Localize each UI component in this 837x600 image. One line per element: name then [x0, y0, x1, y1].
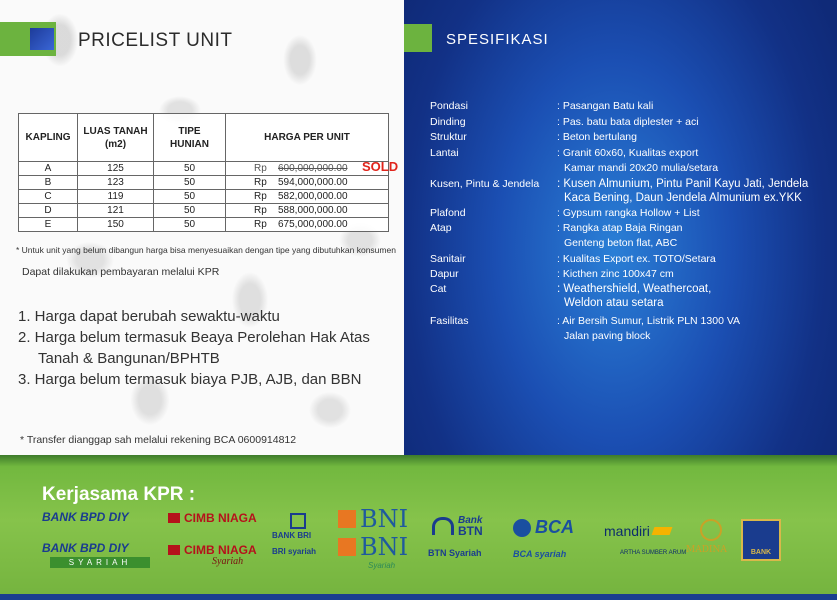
bni-icon	[338, 510, 356, 528]
bpd-syariah-label: BANK BPD DIY	[42, 541, 129, 555]
table-row	[19, 218, 389, 232]
bni-syariah-logo	[338, 533, 408, 561]
bni-logo	[338, 505, 408, 533]
bca-logo	[513, 517, 574, 538]
bca-syariah-logo: BCA syariah	[513, 549, 567, 559]
spec-value: : Beton bertulang	[557, 131, 637, 143]
terms-list	[18, 306, 388, 390]
pricelist-title: PRICELIST UNIT	[78, 30, 233, 51]
bni-syariah-sub: Syariah	[368, 561, 396, 570]
kpr-title: Kerjasama KPR :	[42, 484, 196, 505]
spec-value: : Kualitas Export ex. TOTO/Setara	[557, 253, 716, 265]
btn-icon	[432, 517, 454, 535]
bri-syariah-logo: BRI syariah	[272, 547, 317, 556]
spec-value: : Kicthen zinc 100x47 cm	[557, 268, 674, 280]
spec-value: : Pas. batu bata diplester + aci	[557, 116, 699, 128]
bni-syariah-label: BNI	[360, 533, 409, 561]
cell-luas: 125	[78, 162, 154, 176]
currency-label: Rp	[254, 177, 267, 188]
currency-label: Rp	[254, 219, 267, 230]
spec-value: : Gypsum rangka Hollow + List	[557, 207, 700, 219]
spec-value: Genteng beton flat, ABC	[564, 237, 678, 249]
spec-value: : Pasangan Batu kali	[557, 100, 654, 112]
cell-kapling: D	[19, 204, 78, 218]
cell-tipe: 50	[154, 190, 226, 204]
madina-icon	[700, 519, 722, 541]
spec-value: : Air Bersih Sumur, Listrik PLN 1300 VA	[557, 315, 741, 327]
bni-label: BNI	[360, 505, 409, 533]
btn-logo	[432, 515, 483, 537]
bca-icon	[513, 519, 531, 537]
spesifikasi-panel	[404, 0, 837, 455]
cell-tipe: 50	[154, 204, 226, 218]
cell-harga	[226, 176, 389, 190]
cell-tipe: 50	[154, 218, 226, 232]
mandiri-logo	[604, 523, 671, 539]
spec-label: Plafond	[430, 207, 466, 219]
spec-value: : Rangka atap Baja Ringan	[557, 222, 683, 234]
bpd-diy-label: BANK BPD DIY	[42, 510, 129, 524]
sold-badge: SOLD	[362, 159, 399, 174]
cell-luas: 121	[78, 204, 154, 218]
spec-value: Kaca Bening, Daun Jendela Almunium ex.YKK	[564, 192, 802, 204]
cell-harga	[226, 218, 389, 232]
bri-label: BANK BRI	[272, 531, 312, 540]
table-row	[19, 176, 389, 190]
btn-bank-label: Bank	[458, 515, 483, 526]
kpr-partner-bar	[0, 455, 837, 600]
price-value: 588,000,000.00	[278, 205, 348, 216]
spec-label: Sanitair	[430, 253, 466, 265]
cell-kapling: C	[19, 190, 78, 204]
table-row	[19, 162, 389, 176]
price-footnote: * Untuk unit yang belum dibangun harga bisa menyesuaikan dengan tipe yang dibutuhkan konsumen	[16, 245, 396, 255]
cimb-syariah-label: CIMB NIAGA	[184, 543, 257, 557]
currency-label: Rp	[254, 205, 267, 216]
cell-harga	[226, 204, 389, 218]
spec-label: Kusen, Pintu & Jendela	[430, 178, 540, 190]
spec-value: Weldon atau setara	[564, 297, 664, 309]
spec-label: Fasilitas	[430, 315, 469, 327]
cimb-syariah-logo	[168, 543, 257, 557]
spec-label: Struktur	[430, 131, 467, 143]
title-accent	[0, 22, 56, 56]
bank-last-logo: BANK	[741, 519, 781, 561]
artha-logo: ARTHA SUMBER ARUM	[620, 550, 687, 556]
table-row	[19, 204, 389, 218]
bni-icon	[338, 538, 356, 556]
cell-luas: 119	[78, 190, 154, 204]
col-harga: HARGA PER UNIT	[226, 114, 389, 162]
spec-value: : Granit 60x60, Kualitas export	[557, 147, 699, 159]
btn-label: BTN	[458, 524, 483, 538]
spec-value: : Kusen Almunium, Pintu Panil Kayu Jati, Jendela	[557, 178, 809, 190]
cell-tipe: 50	[154, 176, 226, 190]
price-table	[18, 113, 399, 232]
spec-label: Dinding	[430, 116, 466, 128]
col-kapling: KAPLING	[19, 114, 78, 162]
bpd-syariah-logo	[42, 541, 129, 555]
transfer-note: * Transfer dianggap sah melalui rekening BCA 0600914812	[20, 434, 297, 446]
currency-label: Rp	[254, 191, 267, 202]
currency-label: Rp	[254, 163, 267, 174]
cell-luas: 150	[78, 218, 154, 232]
spec-value: Kamar mandi 20x20 mulia/setara	[564, 162, 719, 174]
title-accent	[404, 24, 432, 52]
cell-luas: 123	[78, 176, 154, 190]
spec-label: Lantai	[430, 147, 459, 159]
spesifikasi-title: SPESIFIKASI	[446, 31, 549, 48]
mandiri-label: mandiri	[604, 523, 650, 539]
btn-syariah-logo: BTN Syariah	[428, 548, 482, 558]
cell-kapling: E	[19, 218, 78, 232]
cimb-syariah-sub: Syariah	[212, 556, 244, 567]
spec-label: Dapur	[430, 268, 459, 280]
price-value: 600,000,000.00	[278, 163, 348, 174]
cimb-icon	[168, 513, 180, 523]
kpr-note: Dapat dilakukan pembayaran melalui KPR	[22, 266, 220, 278]
list-item: 1. Harga dapat berubah sewaktu-waktu	[18, 308, 280, 325]
spec-label: Cat	[430, 283, 447, 295]
spec-value: Jalan paving block	[564, 330, 651, 342]
spec-value: : Weathershield, Weathercoat,	[557, 283, 712, 295]
cell-harga	[226, 159, 399, 176]
cell-kapling: B	[19, 176, 78, 190]
spec-label: Atap	[430, 222, 452, 234]
col-luas: LUAS TANAH (m2)	[78, 114, 154, 162]
cimb-label: CIMB NIAGA	[184, 511, 257, 525]
bri-icon	[290, 513, 306, 529]
col-tipe: TIPE HUNIAN	[154, 114, 226, 162]
spec-label: Pondasi	[430, 100, 468, 112]
madina-logo: MADINA	[686, 545, 727, 555]
bank-logos	[0, 455, 837, 600]
cimb-logo	[168, 511, 257, 525]
bpd-syariah-sub: SYARIAH	[50, 557, 150, 568]
price-value: 582,000,000.00	[278, 191, 348, 202]
cell-harga	[226, 190, 389, 204]
cimb-icon	[168, 545, 180, 555]
cell-tipe: 50	[154, 162, 226, 176]
bca-label: BCA	[535, 517, 574, 537]
price-value: 675,000,000.00	[278, 219, 348, 230]
table-row	[19, 190, 389, 204]
list-item: 2. Harga belum termasuk Beaya Perolehan Hak Atas Tanah & Bangunan/BPHTB	[18, 329, 370, 367]
pricelist-panel	[0, 0, 404, 455]
bpd-diy-logo	[42, 510, 129, 524]
list-item: 3. Harga belum termasuk biaya PJB, AJB, dan BBN	[18, 371, 362, 388]
cell-kapling: A	[19, 162, 78, 176]
mandiri-icon	[651, 527, 672, 535]
price-value: 594,000,000.00	[278, 177, 348, 188]
